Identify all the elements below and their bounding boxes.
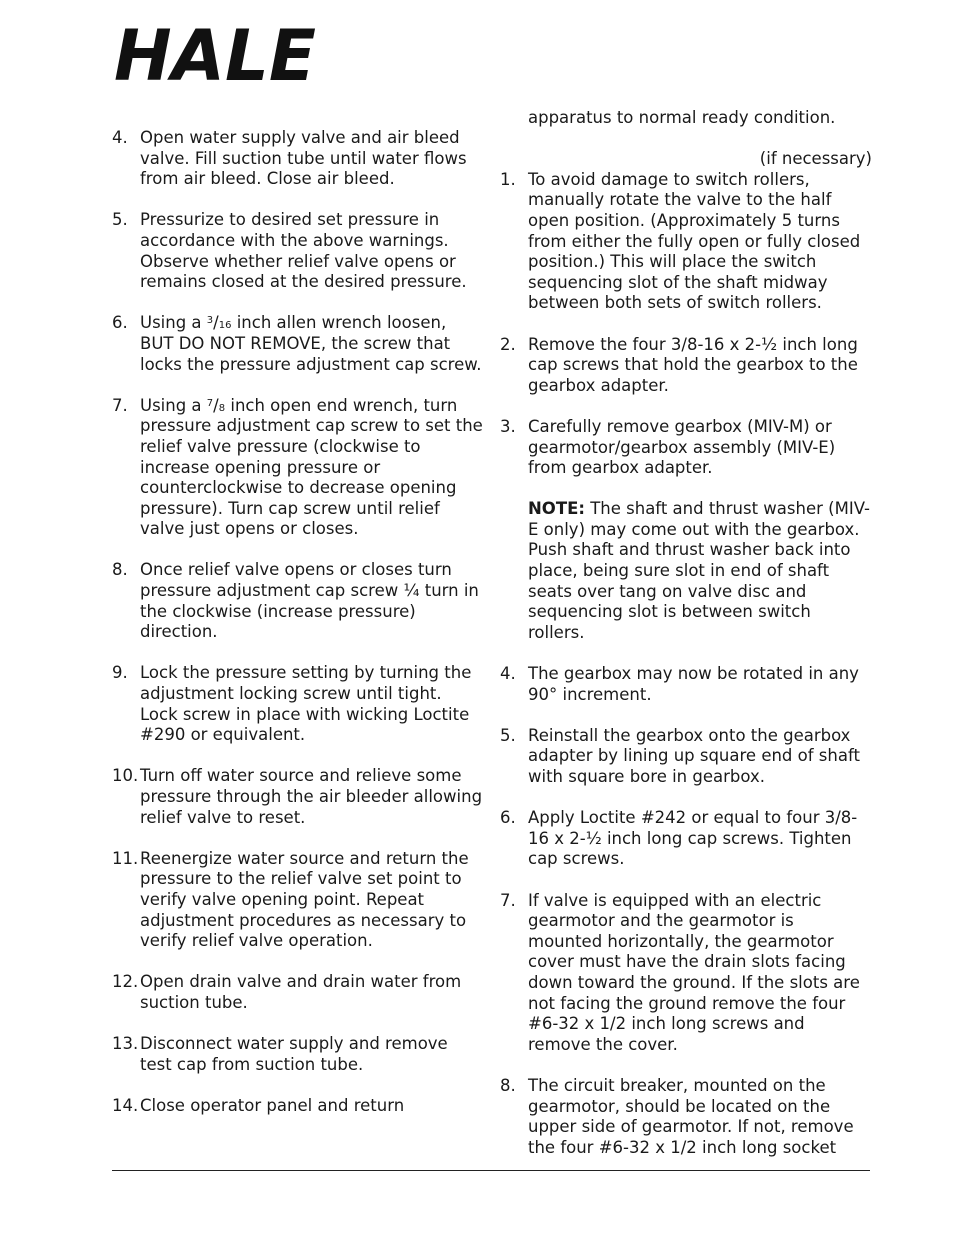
step-text: Reenergize water source and return the pressure to the relief valve set point to verify valve opening point. Repeat adjustment procedures as necessary to verify relief valve operation. [140,848,469,951]
step-number: 4. [112,128,128,147]
continuation-text: apparatus to normal ready condition. [528,108,836,127]
procedure-step-7 [500,891,872,1056]
step-number: 12. [112,972,139,992]
step-text: Lock the pressure setting by turning the adjustment locking screw until tight. Lock screw in place with wicking Loctite #290 or equivalent. [140,663,472,745]
fraction-denominator: 16 [218,320,232,332]
step-number: 5. [112,210,128,230]
step-text: The circuit breaker, mounted on the gearmotor, should be located on the upper side of gearmotor. If not, remove the four #6-32 x 1/2 inch long socket [528,1075,854,1157]
step-text: To avoid damage to switch rollers, manually rotate the valve to the half open position. (Approximately 5 turns from either the fully open or fully closed position.) This will place the switch sequencing slot of the shaft midway between both sets of switch rollers. [528,169,861,313]
step-number: 1. [500,169,516,189]
step-text: Carefully remove gearbox (MIV-M) or gearmotor/gearbox assembly (MIV-E) from gearbox adapter. [528,416,836,478]
logo-text: HALE [114,24,316,88]
step-text: Remove the four 3/8-16 x 2-½ inch long cap screws that hold the gearbox to the gearbox adapter. [528,334,858,395]
hale-logo [112,24,320,88]
step-number: 6. [112,313,128,333]
footer-divider [112,1170,870,1171]
step-number: 11. [112,848,139,868]
step-5 [112,210,484,292]
left-column [112,128,484,1137]
step-number: 7. [500,890,516,910]
right-column [500,108,872,1179]
step-13 [112,1034,484,1075]
step-text: Open drain valve and drain water from suction tube. [140,972,462,1012]
step-text-pre: Using a [140,395,207,415]
step-8 [112,560,484,642]
step-4 [112,128,484,190]
step-10 [112,766,484,828]
procedure-step-5 [500,726,872,788]
step-number: 3. [500,416,516,436]
step-number: 10. [112,766,139,786]
step-text: Reinstall the gearbox onto the gearbox adapter by lining up square end of shaft with square bore in gearbox. [528,725,860,786]
procedure-step-4 [500,664,872,705]
step-number: 8. [500,1075,516,1095]
step-number: 4. [500,664,516,684]
step-text-pre: Using a [140,313,207,333]
note-text: The shaft and thrust washer (MIV-E only) may come out with the gearbox. Push shaft and thrust washer back into place, being sure slot in end of shaft seats over tang on valve disc and sequencing slot is between switch rollers. [528,499,870,642]
step-text: If valve is equipped with an electric gearmotor and the gearmotor is mounted horizontally, the gearmotor cover must have the drain slots facing down toward the ground. If the slots are not facing the ground remove the four #6-32 x 1/2 inch long screws and remove the cover. [528,890,860,1054]
step-text: Turn off water source and relieve some pressure through the air bleeder allowing relief valve to reset. [140,766,483,827]
note-label: NOTE: [528,499,585,519]
step-text: The gearbox may now be rotated in any 90° increment. [528,664,859,704]
step-text-post: inch open end wrench, turn pressure adjustment cap screw to set the relief valve pressure (clockwise to increase opening pressure or counterclockwise to decrease opening pressure). Turn cap screw until relief valve just opens or closes. [140,395,483,539]
section-heading-note: (if necessary) [759,149,872,169]
step-number: 13. [112,1034,139,1054]
step-12 [112,972,484,1013]
step-11 [112,849,484,952]
step-number: 6. [500,808,516,828]
step-text-post: inch allen wrench loosen, BUT DO NOT REMOVE, the screw that locks the pressure adjustment cap screw. [140,313,482,374]
step-text: Once relief valve opens or closes turn pressure adjustment cap screw ¼ turn in the clockwise (increase pressure) direction. [140,560,479,642]
step-text: Open water supply valve and air bleed valve. Fill suction tube until water flows from air bleed. Close air bleed. [140,128,467,189]
step-text: Apply Loctite #242 or equal to four 3/8-16 x 2-½ inch long cap screws. Tighten cap screws. [528,808,858,869]
step-text: Close operator panel and return [140,1095,405,1115]
step-number: 5. [500,725,516,745]
step-text: Pressurize to desired set pressure in accordance with the above warnings. Observe whether relief valve opens or remains closed at the desired pressure. [140,210,467,292]
step-text: Disconnect water supply and remove test cap from suction tube. [140,1034,448,1074]
procedure-step-3 [500,417,872,479]
step-number: 14. [112,1095,139,1115]
fraction-numerator: 3 [206,315,214,327]
procedure-step-8 [500,1076,872,1158]
step-number: 7. [112,395,128,415]
step-9 [112,663,484,745]
procedure-step-1 [500,170,872,314]
step-6: 6. Using a $^3$/16 inch allen wrench loosen, BUT DO NOT REMOVE, the screw that locks the pressure adjustment cap screw. [112,313,482,374]
fraction-denominator: 8 [218,402,226,414]
step-number: 9. [112,663,128,683]
step-number: 2. [500,334,516,354]
step-number: 8. [112,560,128,580]
procedure-step-6 [500,808,872,870]
step-14 [112,1096,484,1117]
procedure-step-2 [500,335,872,397]
note-paragraph [500,499,872,643]
fraction-numerator: 7 [206,397,214,409]
step-7: 7. Using a $^7$/8 inch open end wrench, turn pressure adjustment cap screw to set the relief valve pressure (clockwise to increase opening pressure or counterclockwise to decrease opening pressure). Turn cap screw until relief valve just opens or closes. [112,395,483,539]
